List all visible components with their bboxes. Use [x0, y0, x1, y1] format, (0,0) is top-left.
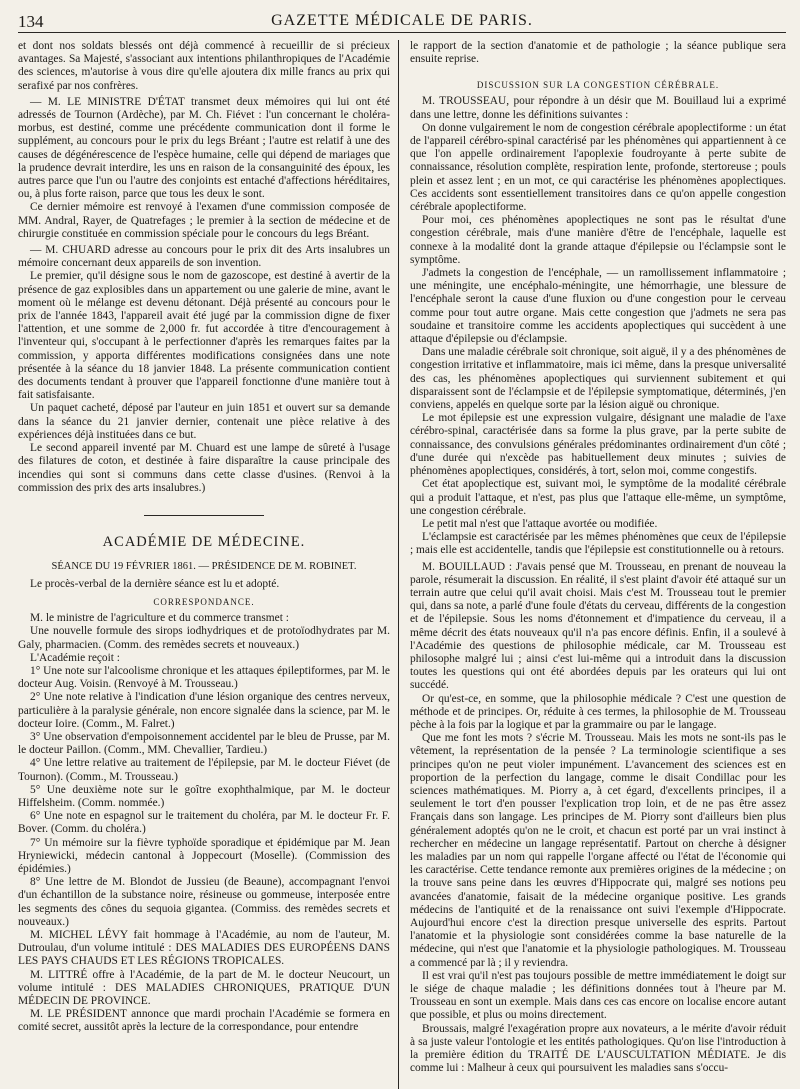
- list-item: 1° Une note sur l'alcoolisme chronique et les attaques épileptiformes, par M. le docteur Aug. Voisin. (Renvoyé à M. Trousseau.): [18, 664, 390, 691]
- paragraph: et dont nos soldats blessés ont déjà commencé à recueillir de si précieux avantages. Sa Majesté, s'associant aux intentions philanthropiques de l'Académie des sciences, m'autorise à vous dire qu'elle ajoutera dix mille francs au prix qui serafixé par nos confrères.: [18, 40, 390, 92]
- article-columns: [18, 40, 786, 1089]
- paragraph: M. BOUILLAUD : J'avais pensé que M. Trousseau, en prenant de nouveau la parole, résumerait la discussion. En réalité, il s'est plaint d'avoir été attaqué sur un terrain autre que celui qu'il avait choisi. Mais c'est M. Trousseau tout le premier qui, dans sa note, a parlé d'une foule d'états du cerveau, différents de la congestion et de l'épilepsie. Sous les noms d'étonnement et d'impatience du cerveau, il a même décrit des états nouveaux qu'il n'a pas encore définis. Enfin, il a soulevé à l'Académie des questions de philosophie médicale, car M. Trousseau est philosophe malgré lui ; ainsi c'est lui-même qui a introduit dans la discussion toutes les questions qui ont été abordées depuis par les orateurs qui lui ont succédé.: [410, 560, 786, 692]
- right-column: [410, 40, 786, 1089]
- paragraph: — M. LE MINISTRE D'ÉTAT transmet deux mémoires qui lui ont été adressés de Tournon (Ardèche), par M. Ch. Fiévet : l'un concernant le choléra-morbus, est destiné, comme une précédente communication dont il forme le supplément, au concours pour le prix du legs Bréant ; l'autre est relatif à une des causes de dégénérescence de l'espèce humaine, celle qui dépend de mariages que la prudence devrait interdire, les uns en raison de la consanguinité des époux, les autres parce que l'un ou l'autre des conjoints est entaché d'affections héréditaires, ou, à plus forte raison, parce que tous les deux le sont.: [18, 95, 390, 201]
- paragraph: Broussais, malgré l'exagération propre aux novateurs, a le mérite d'avoir réduit à sa juste valeur l'ontologie et les entités pathologiques. Qu'on lise l'introduction à la première édition du TRAITÉ DE L'AUSCULTATION MÉDIATE. Je dis comme lui : Malheur à ceux qui poursuivent les maladies sans s'occu-: [410, 1022, 786, 1075]
- page-header: [18, 10, 786, 33]
- paragraph: le rapport de la section d'anatomie et de pathologie ; la séance publique sera ensuite reprise.: [410, 40, 786, 66]
- left-column: [18, 40, 390, 1089]
- session-title: SÉANCE DU 19 FÉVRIER 1861. — PRÉSIDENCE DE M. ROBINET.: [51, 560, 357, 572]
- list-item: 8° Une lettre de M. Blondot de Jussieu (de Beaune), accompagnant l'envoi d'un échantillon de la substance noire, résineuse ou gommeuse, interposée entre les segments des cônes du sequoia gigantea. (Commiss. des remèdes secrets et nouveaux.): [18, 876, 390, 928]
- discussion-heading: DISCUSSION SUR LA CONGESTION CÉRÉBRALE.: [476, 80, 720, 91]
- paragraph: Cet état apoplectique est, suivant moi, le symptôme de la modalité cérébrale qui a produit l'attaque, et n'est, pas plus que l'attaque elle-même, un symptôme, une congestion cérébrale.: [410, 478, 786, 517]
- paragraph: M. TROUSSEAU, pour répondre à un désir que M. Bouillaud lui a exprimé dans une lettre, donne les définitions suivantes :: [410, 95, 786, 121]
- paragraph: Le procès-verbal de la dernière séance est lu et adopté.: [30, 577, 280, 590]
- paragraph: L'Académie reçoit :: [30, 651, 120, 664]
- list-item: 6° Une note en espagnol sur le traitement du choléra, par M. le docteur Fr. F. Bover. (Comm. du choléra.): [18, 810, 390, 836]
- section-separator: [144, 515, 264, 516]
- paragraph: Que me font les mots ? s'écrie M. Trousseau. Mais les mots ne sont-ils pas le vêtement, la représentation de la pensée ? La terminologie scientifique a ses principes qu'on ne peut violer impunément. L'avancement des sciences est en proportion de la perfection du langage, comme le disait Condillac pour les sciences mathématiques. M. Piorry a, à cet égard, d'excellents principes, il a seulement le tort d'en pousser l'explication trop loin, et de ne pas être assez Français dans son langage. Les principes de M. Piorry sont d'ailleurs bien plus généralement adoptés qu'on ne le croit, et chacun est porté par un vrai instinct à rechercher en médecine un langage représentatif. Partout on cherche à désigner les maladies par un nom qui rappelle l'organe affecté ou l'état de l'économie qui les caractérise. Cette tendance remonte aux premières origines de la médecine ; on la trouve sans peine dans les œuvres d'Hippocrate qui, malgré ses notions peu avancées d'anatomie, faisait de la médecine organique positive. Les grands médecins de l'antiquité et de la renaissance ont suivi l'exemple d'Hippocrate. Aujourd'hui encore c'est la direction presque universelle des esprits. Partout l'anatomie et la physiologie sont considérées comme la base naturelle de la médecine, qui n'est que l'anatomie et la physiologie pathologiques. M. Trousseau a commencé par là ; il y reviendra.: [410, 732, 786, 969]
- paragraph: M. MICHEL LÉVY fait hommage à l'Académie, au nom de l'auteur, M. Dutroulau, d'un volume intitulé : DES MALADIES DES EUROPÉENS DANS LES PAYS CHAUDS ET LES RÉGIONS TROPICALES.: [18, 928, 390, 968]
- paragraph: — M. CHUARD adresse au concours pour le prix dit des Arts insalubres un mémoire concernant deux appareils de son invention.: [18, 244, 390, 270]
- paragraph: M. LE PRÉSIDENT annonce que mardi prochain l'Académie se formera en comité secret, aussitôt après la lecture de la correspondance, pour entendre: [18, 1008, 390, 1034]
- section-title: ACADÉMIE DE MÉDECINE.: [102, 533, 306, 550]
- paragraph: Un paquet cacheté, déposé par l'auteur en juin 1851 et ouvert sur sa demande dans la séance du 21 janvier dernier, contenait une pièce relative à des expériences déjà instituées dans ce but.: [18, 402, 390, 441]
- paragraph: Dans une maladie cérébrale soit chronique, soit aiguë, il y a des phénomènes de congestion irritative et inflammatoire, mais ici même, dans la presque universalité des cas, les phénomènes apoplectiques qui surviennent subitement et qui disparaissent sont de l'éclampsie et de l'épilepsie symptomatique, déterminés, j'en conviens, appelés en quelque sorte par la lésion aiguë ou chronique.: [410, 346, 786, 412]
- paragraph: Le petit mal n'est que l'attaque avortée ou modifiée.: [422, 517, 658, 530]
- list-item: 2° Une note relative à l'indication d'une lésion organique des centres nerveux, particulière à la paralysie générale, non encore signalée dans la science, par M. le docteur Ioire. (Comm., M. Falret.): [18, 691, 390, 730]
- list-item: 7° Un mémoire sur la fièvre typhoïde sporadique et épidémique par M. Jean Hryniewicki, médecin cantonal à Joppecourt (Moselle). (Commission des épidémies.): [18, 836, 390, 875]
- paragraph: Ce dernier mémoire est renvoyé à l'examen d'une commission composée de MM. Andral, Rayer, de Quatrefages ; le premier à la section de médecine et de chirurgie constituée en commission spéciale pour le concours du legs Bréant.: [18, 201, 390, 240]
- paragraph: L'éclampsie est caractérisée par les mêmes phénomènes que ceux de l'épilepsie ; mais elle est accidentelle, tandis que l'épilepsie est constitutionnelle ou à retours.: [410, 531, 786, 557]
- paragraph: Le premier, qu'il désigne sous le nom de gazoscope, est destiné à avertir de la présence de gaz explosibles dans un appartement ou une galerie de mine, avant le moment où le mélange est devenu détonant. Déjà présenté au concours pour le prix de l'année 1843, l'appareil avait été jugé par la commission digne de fixer l'attention, et une somme de 2,000 fr. fut accordée à titre d'encouragement à l'inventeur qui, s'occupant à le perfectionner d'après les remarques faites par la commission, y apporta différentes modifications consignées dans une note présentée à la séance du 18 janvier 1848. La présente communication contient des documents tendant à prouver que l'appareil fonctionne d'une manière tout à fait satisfaisante.: [18, 270, 390, 402]
- paragraph: M. le ministre de l'agriculture et du commerce transmet :: [30, 612, 289, 625]
- paragraph: M. LITTRÉ offre à l'Académie, de la part de M. le docteur Neucourt, un volume intitulé : DES MALADIES CHRONIQUES, PRATIQUE D'UN MÉDECIN DE PROVINCE.: [18, 968, 390, 1007]
- paragraph: Il est vrai qu'il n'est pas toujours possible de mettre immédiatement le doigt sur le siége de chaque maladie ; les définitions données tout à l'heure par M. Trousseau en sont un exemple. Mais dans ces cas encore on localise encore autant que possible, et plus ou moins directement.: [410, 969, 786, 1022]
- journal-title: GAZETTE MÉDICALE DE PARIS.: [271, 12, 533, 29]
- paragraph: J'admets la congestion de l'encéphale, — un ramollissement inflammatoire ; une méningite, une encéphalo-méningite, une hémorrhagie, une blessure de l'encéphale seront la cause d'une fluxion ou d'une congestion pour le cerveau comme pour tout autre organe. Mais cette congestion que j'admets ne sera pas soudaine et transitoire comme les accidents apoplectiques qui succèdent à une attaque d'épilepsie ou d'éclampsie.: [410, 267, 786, 346]
- list-item: 4° Une lettre relative au traitement de l'épilepsie, par M. le docteur Fiévet (de Tournon). (Comm., M. Trousseau.): [18, 757, 390, 783]
- paragraph: Or qu'est-ce, en somme, que la philosophie médicale ? C'est une question de méthode et de principes. Or, réduite à ces termes, la philosophie de M. Trousseau pèche à la fois par la logique et par la grammaire ou par le langage.: [410, 692, 786, 731]
- paragraph: Une nouvelle formule des sirops iodhydriques et de protoïodhydrates par M. Galy, pharmacien. (Comm. des remèdes secrets et nouveaux.): [18, 625, 390, 651]
- page-number: 134: [18, 12, 44, 31]
- paragraph: Pour moi, ces phénomènes apoplectiques ne sont pas le résultat d'une congestion cérébrale, mais d'une manière d'être de l'encéphale, laquelle est connexe à la modalité dont la grande attaque d'épilepsie ou l'éclampsie sont le symptôme.: [410, 214, 786, 266]
- list-item: 5° Une deuxième note sur le goître exophthalmique, par M. le docteur Hiffelsheim. (Comm. nommée.): [18, 783, 390, 809]
- list-item: 3° Une observation d'empoisonnement accidentel par le bleu de Prusse, par M. le docteur Paillon. (Comm., MM. Chevallier, Tardieu.): [18, 730, 390, 757]
- paragraph: Le mot épilepsie est une expression vulgaire, désignant une maladie de l'axe cérébro-spinal, caractérisée dans sa forme la plus grave, par la perte subite de connaissance, des convulsions générales prédominantes ordinairement d'un côté ; d'une durée qui n'excède pas habituellement deux minutes ; suivies de phénomènes apoplectiques, considérés, à tort, selon moi, comme congestifs.: [410, 412, 786, 478]
- paragraph: On donne vulgairement le nom de congestion cérébrale apoplectiforme : un état de l'appareil cérébro-spinal caractérisé par les phénomènes qui appartiennent à ce que l'on appelle ordinairement l'apoplexie foudroyante à perte subite de connaissance, résolution complète, respiration lente, profonde, stertoreuse ; pouls plein et assez lent ; en un mot, ce qui caractérise les phénomènes apoplectiques. Ces accidents sont essentiellement transitoires dans ce qu'on appelle congestion cérébrale apoplectiforme.: [410, 121, 786, 214]
- paragraph: Le second appareil inventé par M. Chuard est une lampe de sûreté à l'usage des filatures de coton, et destinée à faire disparaître la cause principale des incendies qui sont si communs dans cette classe d'usines. (Renvoi à la commission des prix des arts insalubres.): [18, 442, 390, 494]
- correspondance-heading: CORRESPONDANCE.: [153, 597, 255, 608]
